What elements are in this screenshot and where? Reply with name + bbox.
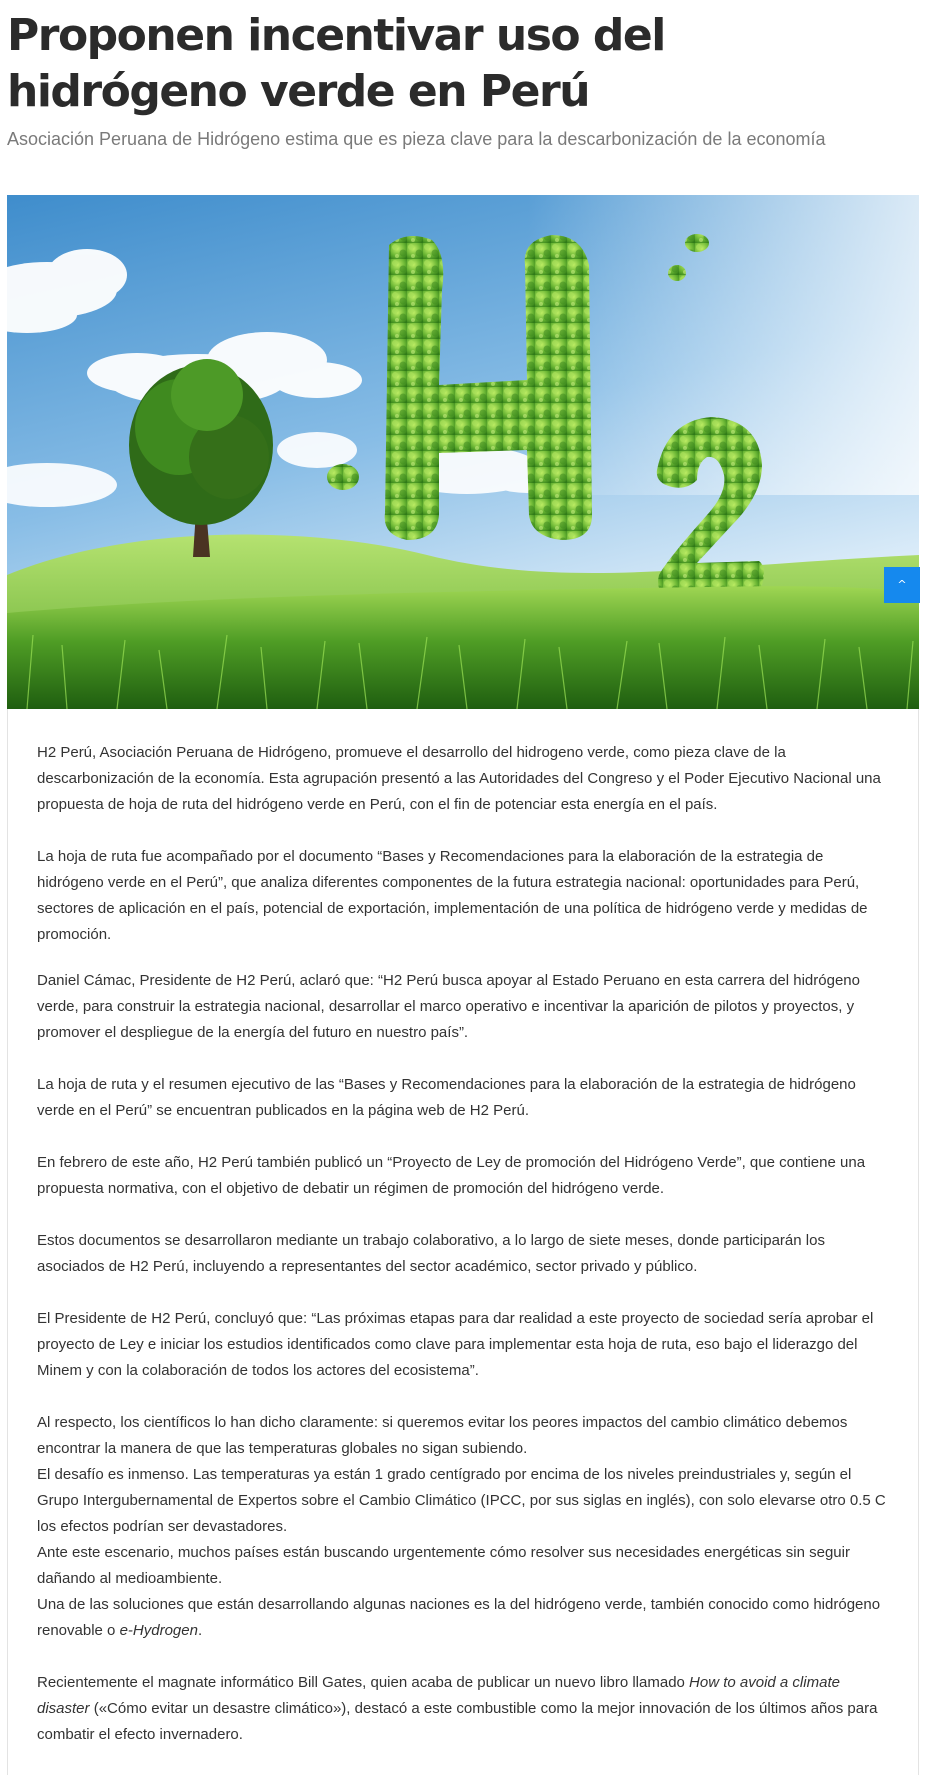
gates-intro: Recientemente el magnate informático Bill Gates, quien acaba de publicar un nuevo libro llamado [37, 1674, 690, 1691]
paragraph-9: El desafío es inmenso. Las temperaturas ya están 1 grado centígrado por encima de los niveles preindustriales y, según el Grupo Intergubernamental de Expertos sobre el Cambio Climático (IPCC, por sus siglas en inglés), con solo elevarse otro 0.5 C los efectos podrían ser devastadores. [37, 1466, 886, 1535]
paragraph-10: Ante este escenario, muchos países están buscando urgentemente cómo resolver sus necesidades energéticas sin seguir dañando al medioambiente. [37, 1544, 850, 1587]
paragraph-11 [37, 1592, 893, 1644]
article-title: Proponen incentivar uso del hidrógeno verde en Perú [7, 10, 665, 117]
h2-illustration [7, 195, 919, 709]
book-title: How to avoid a climate disaster [37, 1674, 840, 1717]
paragraph-5: En febrero de este año, H2 Perú también publicó un “Proyecto de Ley de promoción del Hidrógeno Verde”, que contiene una propuesta normativa, con el objetivo de debatir un régimen de promoción del hidrógeno verde. [37, 1154, 866, 1197]
paragraph-12 [37, 1670, 893, 1748]
paragraph-3: Daniel Cámac, Presidente de H2 Perú, aclaró que: “H2 Perú busca apoyar al Estado Peruano en esta carrera del hidrógeno verde, para construir la estrategia nacional, desarrollar el marco operativo e incentivar la aparición de pilotos y proyectos, y promover el despliegue de la energía del futuro en nuestro país”. [37, 972, 860, 1041]
solutions-text: Una de las soluciones que están desarrollando algunas naciones es la del hidrógeno verde, también conocido como hidrógeno renovable o [37, 1596, 881, 1639]
paragraph-4: La hoja de ruta y el resumen ejecutivo de las “Bases y Recomendaciones para la elaboración de la estrategia de hidrógeno verde en el Perú” se encuentran publicados en la página web de H2 Perú. [37, 1076, 856, 1119]
hero-image [7, 195, 919, 709]
paragraph-8: Al respecto, los científicos lo han dicho claramente: si queremos evitar los peores impactos del cambio climático debemos encontrar la manera de que las temperaturas globales no sigan subiendo. [37, 1414, 848, 1457]
scroll-to-top-button[interactable] [884, 567, 920, 603]
chevron-up-icon: ^ [897, 578, 907, 591]
solutions-end: . [197, 1622, 203, 1639]
paragraph-7: El Presidente de H2 Perú, concluyó que: “Las próximas etapas para dar realidad a este proyecto de sociedad sería aprobar el proyecto de Ley e iniciar los estudios identificados como clave para implementar esta hoja de ruta, eso bajo el liderazgo del Minem y con la colaboración de todos los actores del ecosistema”. [37, 1310, 874, 1379]
paragraph-1: H2 Perú, Asociación Peruana de Hidrógeno, promueve el desarrollo del hidrogeno verde, como pieza clave de la descarbonización de la economía. Esta agrupación presentó a las Autoridades del Congreso y el Poder Ejecutivo Nacional una propuesta de hoja de ruta del hidrógeno verde en Perú, con el fin de potenciar esta energía en el país. [37, 744, 881, 813]
gates-rest: («Cómo evitar un desastre climático»), destacó a este combustible como la mejor innovación de los últimos años para combatir el efecto invernadero. [37, 1700, 878, 1743]
article-subtitle: Asociación Peruana de Hidrógeno estima que es pieza clave para la descarbonización de la economía [7, 129, 826, 149]
paragraph-2: La hoja de ruta fue acompañado por el documento “Bases y Recomendaciones para la elaboración de la estrategia de hidrógeno verde en el Perú”, que analiza diferentes componentes de la futura estrategia nacional: oportunidades para Perú, sectores de aplicación en el país, potencial de exportación, implementación de una política de hidrógeno verde y medidas de promoción. [37, 848, 868, 943]
grass-field [7, 586, 919, 709]
article-body [37, 740, 893, 1748]
solutions-emphasis: e-Hydrogen [119, 1622, 198, 1639]
paragraph-6: Estos documentos se desarrollaron mediante un trabajo colaborativo, a lo largo de siete meses, donde participarán los asociados de H2 Perú, incluyendo a representantes del sector académico, sector privado y público. [37, 1232, 825, 1275]
